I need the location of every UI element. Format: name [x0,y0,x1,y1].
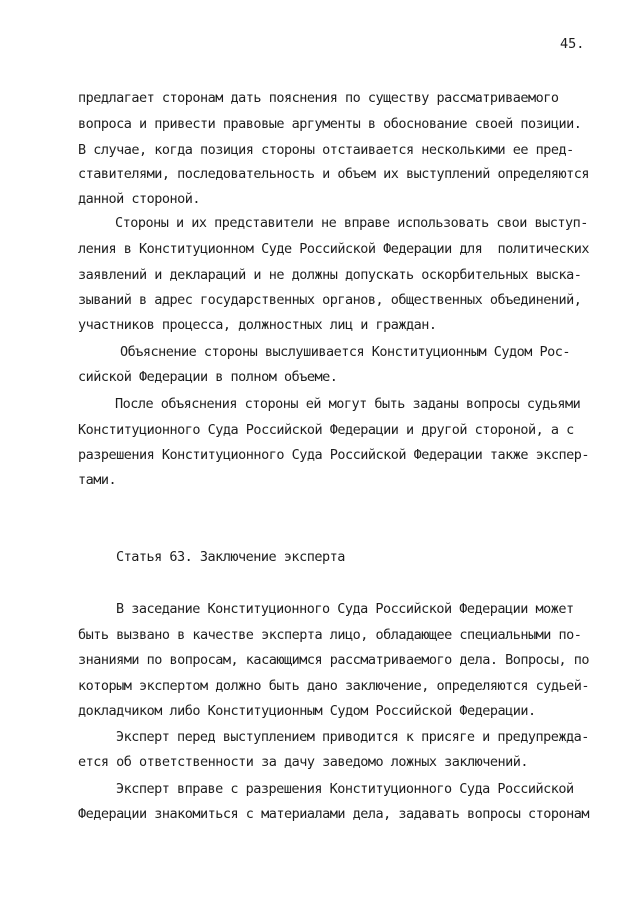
text-line: тами. [78,472,117,488]
text-line: ления в Конституционном Суде Российской Федерации для политических [78,241,590,257]
text-line: ставителями, последовательность и объем их выступлений определяются [78,166,590,182]
text-line: Эксперт перед выступлением приводится к присяге и предупрежда- [116,729,589,745]
text-line: зываний в адрес государственных органов, общественных объединений, [78,292,582,308]
text-line: В случае, когда позиция стороны отстаивается несколькими ее пред- [78,142,574,158]
text-line: После объяснения стороны ей могут быть заданы вопросы судьями [115,396,581,412]
text-line: знаниями по вопросам, касающимся рассматриваемого дела. Вопросы, по [78,652,590,668]
text-line: Федерации знакомиться с материалами дела, задавать вопросы сторонам [78,806,590,822]
text-line: Объяснение стороны выслушивается Конституционным Судом Рос- [120,344,571,360]
section-heading: Статья 63. Заключение эксперта [116,549,345,565]
text-line: докладчиком либо Конституционным Судом Российской Федерации. [78,703,536,719]
text-line: которым экспертом должно быть дано заключение, определяются судьей- [78,678,590,694]
text-line: вопроса и привести правовые аргументы в обоснование своей позиции. [78,116,582,132]
text-line: Конституционного Суда Российской Федерации и другой стороной, а с [78,422,574,438]
text-line: Стороны и их представители не вправе использовать свои выступ- [115,215,588,231]
text-line: данной стороной. [78,191,201,207]
text-line: предлагает сторонам дать пояснения по существу рассматриваемого [78,90,559,106]
text-line: Эксперт вправе с разрешения Конституционного Суда Российской [116,781,574,797]
text-line: быть вызвано в качестве эксперта лицо, обладающее специальными по- [78,627,582,643]
page-number: 45. [560,36,585,52]
text-line: В заседание Конституционного Суда Российской Федерации может [116,601,574,617]
text-line: сийской Федерации в полном объеме. [78,369,338,385]
text-line: заявлений и деклараций и не должны допускать оскорбительных выска- [78,267,582,283]
text-line: участников процесса, должностных лиц и граждан. [78,317,437,333]
text-line: ется об ответственности за дачу заведомо ложных заключений. [78,754,529,770]
text-line: разрешения Конституционного Суда Российской Федерации также экспер- [78,447,590,463]
